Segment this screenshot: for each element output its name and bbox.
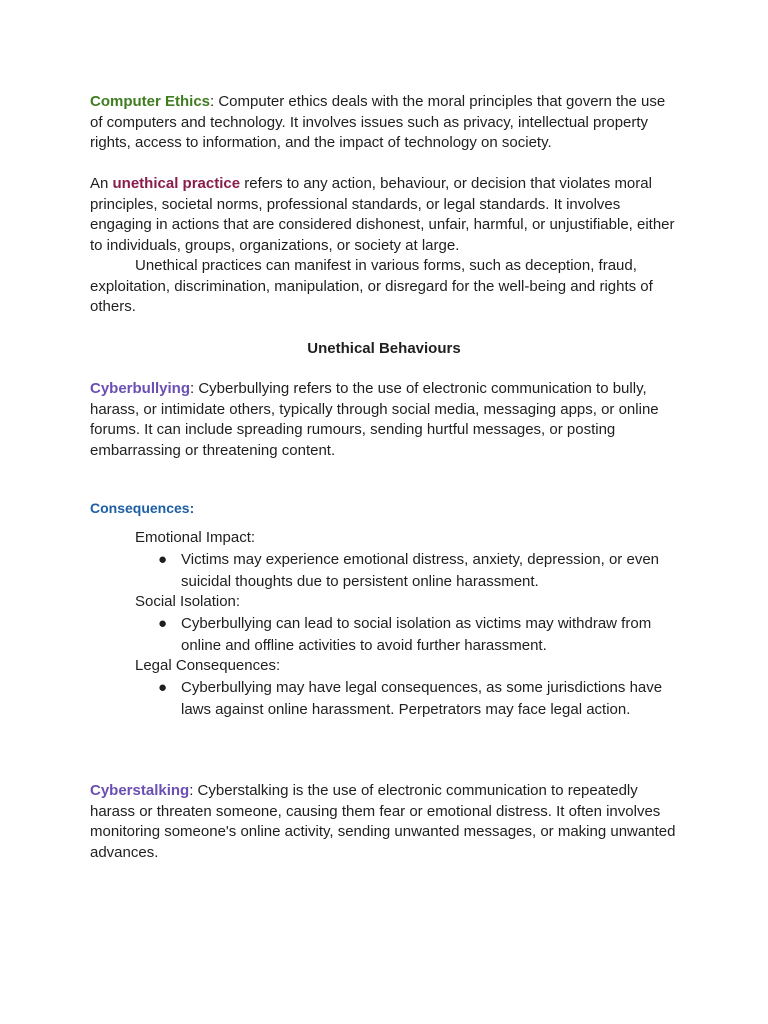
consequence-bullet bbox=[158, 613, 678, 656]
bullet-dot-icon: ● bbox=[158, 679, 168, 696]
consequence-bullet bbox=[158, 677, 678, 720]
unethical-practice-paragraph bbox=[90, 174, 680, 256]
consequences-heading: Consequences: bbox=[90, 500, 195, 516]
consequence-bullet-text: Victims may experience emotional distress, anxiety, depression, or even suicidal thoughts due to persistent online harassment. bbox=[181, 551, 660, 590]
unethical-practice-definition: refers to any action, behaviour, or decision that violates moral principles, societal norms, professional standards, or legal standards. It involves engaging in actions that are considered dishonest, unfair, harmful, or unjustifiable, either to individuals, groups, organizations, or society at large. bbox=[90, 175, 675, 254]
cyberstalking-term: Cyberstalking bbox=[90, 782, 190, 799]
cyberbullying-term: Cyberbullying bbox=[90, 380, 191, 397]
bullet-dot-icon: ● bbox=[158, 551, 168, 568]
consequence-bullet-text: Cyberbullying can lead to social isolation as victims may withdraw from online and offline activities to avoid further harassment. bbox=[181, 615, 652, 654]
computer-ethics-definition: : Computer ethics deals with the moral principles that govern the use of computers and technology. It involves issues such as privacy, intellectual property rights, access to information, and the impact of technology on society. bbox=[90, 93, 666, 151]
consequence-bullet-text: Cyberbullying may have legal consequences, as some jurisdictions have laws against online harassment. Perpetrators may face legal action. bbox=[181, 679, 663, 718]
computer-ethics-paragraph bbox=[90, 92, 680, 154]
computer-ethics-term: Computer Ethics bbox=[90, 93, 211, 110]
consequence-category: Social Isolation: bbox=[135, 593, 241, 610]
bullet-dot-icon: ● bbox=[158, 615, 168, 632]
unethical-prefix: An bbox=[90, 175, 113, 192]
section-heading: Unethical Behaviours bbox=[307, 340, 461, 357]
unethical-practice-term: unethical practice bbox=[112, 175, 241, 192]
cyberstalking-definition: : Cyberstalking is the use of electronic communication to repeatedly harass or threaten someone, causing them fear or emotional distress. It often involves monitoring someone's online activity, sending unwanted messages, or making unwanted advances. bbox=[90, 782, 676, 861]
cyberstalking-paragraph bbox=[90, 781, 680, 863]
cyberbullying-paragraph bbox=[90, 379, 680, 461]
consequence-category: Legal Consequences: bbox=[135, 657, 281, 674]
consequence-category: Emotional Impact: bbox=[135, 529, 256, 546]
unethical-forms-paragraph: Unethical practices can manifest in various forms, such as deception, fraud, exploitation, discrimination, manipulation, or disregard for the well-being and rights of others. bbox=[90, 257, 653, 315]
cyberbullying-definition: : Cyberbullying refers to the use of electronic communication to bully, harass, or intimidate others, typically through social media, messaging apps, or online forums. It can include spreading rumours, sending hurtful messages, or posting embarrassing or threatening content. bbox=[90, 380, 659, 459]
consequence-bullet bbox=[158, 549, 678, 592]
